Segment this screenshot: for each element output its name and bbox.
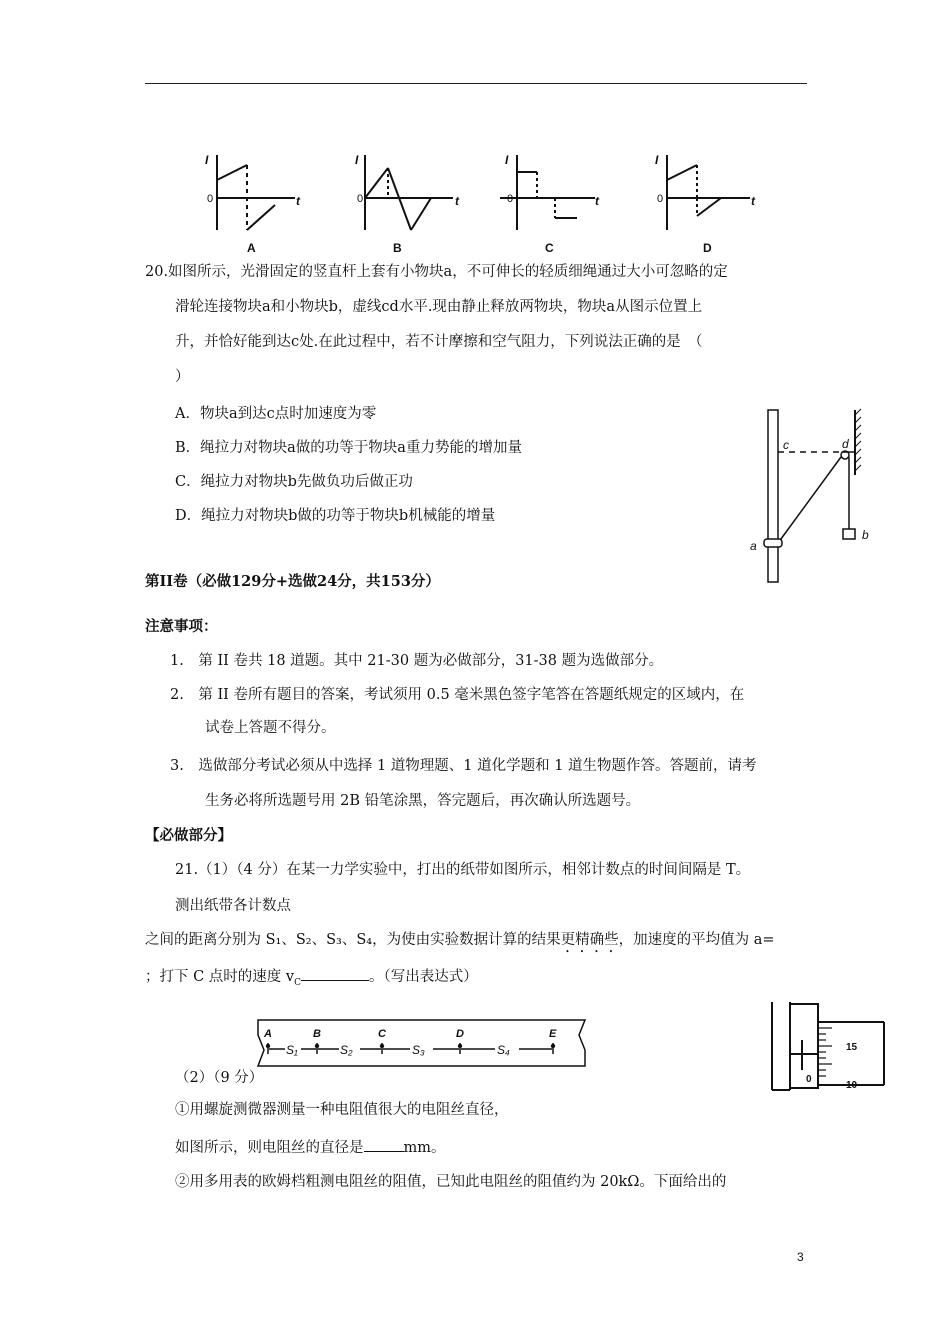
origin-label: 0: [357, 193, 364, 205]
q20-line1: 20.如图所示，光滑固定的竖直杆上套有小物块a，不可伸长的轻质细绳通过大小可忽略的定: [145, 264, 728, 280]
micrometer-figure: [768, 1000, 888, 1095]
notice-item-2a: 2. 第 II 卷所有题目的答案，考试须用 0.5 毫米黑色签字笔答在答题纸规定的区域内，在: [170, 687, 745, 703]
vc-answer-blank[interactable]: [301, 966, 369, 981]
diameter-prompt: 如图所示，则电阻丝的直径是: [175, 1140, 364, 1156]
q21-line3: [145, 930, 775, 956]
vc-subscript: C: [294, 977, 302, 988]
q21-line1: 21.（1）（4 分）在某一力学实验中，打出的纸带如图所示，相邻计数点的时间间隔是 T。: [175, 862, 751, 878]
q21-line2: 测出纸带各计数点: [175, 898, 291, 914]
distance-s2: S₂: [340, 1043, 353, 1057]
q20-option-b: B．绳拉力对物块a做的功等于物块a重力势能的增加量: [175, 440, 522, 456]
diameter-unit: mm。: [403, 1140, 446, 1156]
axis-i-label: I: [205, 153, 209, 167]
notice-item-1: 1. 第 II 卷共 18 道题。其中 21-30 题为必做部分，31-38 题为选做部分。: [170, 653, 664, 669]
distance-s4: S₄: [497, 1043, 510, 1057]
tape-point-b: B: [313, 1028, 321, 1040]
q21-part2-label: （2）（9 分）: [175, 1070, 264, 1086]
q20-option-a: A．物块a到达c点时加速度为零: [175, 406, 377, 422]
graph-c: [500, 155, 595, 230]
q21-line3-end: ，加速度的平均值为 a=: [618, 932, 775, 948]
q20-line4: ）: [175, 369, 190, 385]
tape-point-c: C: [378, 1028, 386, 1040]
q21-line4-start: ；打下 C 点时的速度 v: [145, 969, 295, 985]
page-number: 3: [797, 1250, 804, 1264]
axis-t-label: t: [751, 194, 755, 208]
q20-line3: 升，并恰好能到达c处.在此过程中，若不计摩擦和空气阻力，下列说法正确的是 （: [175, 334, 703, 350]
distance-s1: S₁: [286, 1043, 298, 1057]
axis-t-label: t: [296, 194, 300, 208]
header-rule: [145, 83, 807, 84]
required-section-title: 【必做部分】: [145, 827, 232, 844]
part2-title: 第II卷（必做129分+选做24分，共153分）: [145, 573, 440, 590]
scale-0: 0: [806, 1074, 812, 1085]
graph-d: [667, 155, 750, 230]
q20-line2: 滑轮连接物块a和小物块b，虚线cd水平.现由静止释放两物块，物块a从图示位置上: [175, 299, 703, 315]
axis-i-label: I: [505, 153, 509, 167]
point-c-label: c: [783, 438, 789, 452]
current-graphs-figure: [195, 150, 795, 255]
emphasis-text: 更精确些: [560, 932, 619, 948]
scale-10: 10: [846, 1080, 858, 1091]
q21-part2-sub2: ②用多用表的欧姆档粗测电阻丝的阻值，已知此电阻丝的阻值约为 20kΩ。下面给出的: [175, 1174, 727, 1190]
graph-label-d: D: [703, 241, 712, 255]
graph-label-c: C: [545, 241, 554, 255]
q20-option-d: D．绳拉力对物块b做的功等于物块b机械能的增量: [175, 508, 496, 524]
tape-point-d: D: [456, 1028, 464, 1040]
graph-a: [217, 155, 295, 230]
paper-tape-figure: [255, 1017, 590, 1072]
graph-label-a: A: [247, 241, 256, 255]
origin-label: 0: [507, 193, 514, 205]
block-b-label: b: [862, 528, 869, 542]
graph-b: [365, 155, 453, 230]
q20-option-c: C．绳拉力对物块b先做负功后做正功: [175, 474, 413, 490]
origin-label: 0: [207, 193, 214, 205]
notice-title: 注意事项：: [145, 618, 218, 635]
q21-line4-end: 。（写出表达式）: [369, 969, 478, 985]
scale-15: 15: [846, 1042, 858, 1053]
notice-item-2b: 试卷上答题不得分。: [205, 720, 336, 736]
pulley-figure: [745, 405, 880, 585]
tape-point-e: E: [549, 1028, 557, 1040]
q21-line3-start: 之间的距离分别为 S₁、S₂、S₃、S₄，为使由实验数据计算的结果: [145, 932, 561, 948]
axis-t-label: t: [595, 194, 599, 208]
tape-point-a: A: [264, 1028, 272, 1040]
notice-item-3a: 3. 选做部分考试必须从中选择 1 道物理题、1 道化学题和 1 道生物题作答。答题前，请考: [170, 758, 757, 774]
origin-label: 0: [657, 193, 664, 205]
distance-s3: S₃: [412, 1043, 425, 1057]
block-a-label: a: [750, 539, 757, 553]
q21-line4: [145, 966, 478, 993]
q21-part2-sub1b: [175, 1137, 446, 1158]
axis-t-label: t: [455, 194, 459, 208]
notice-item-3b: 生务必将所选题号用 2B 铅笔涂黑，答完题后，再次确认所选题号。: [205, 793, 641, 809]
q21-part2-sub1: ①用螺旋测微器测量一种电阻值很大的电阻丝直径，: [175, 1102, 509, 1118]
axis-i-label: I: [355, 153, 359, 167]
axis-i-label: I: [655, 153, 659, 167]
point-d-label: d: [842, 437, 849, 451]
diameter-answer-blank[interactable]: [364, 1137, 404, 1152]
graph-label-b: B: [393, 241, 402, 255]
